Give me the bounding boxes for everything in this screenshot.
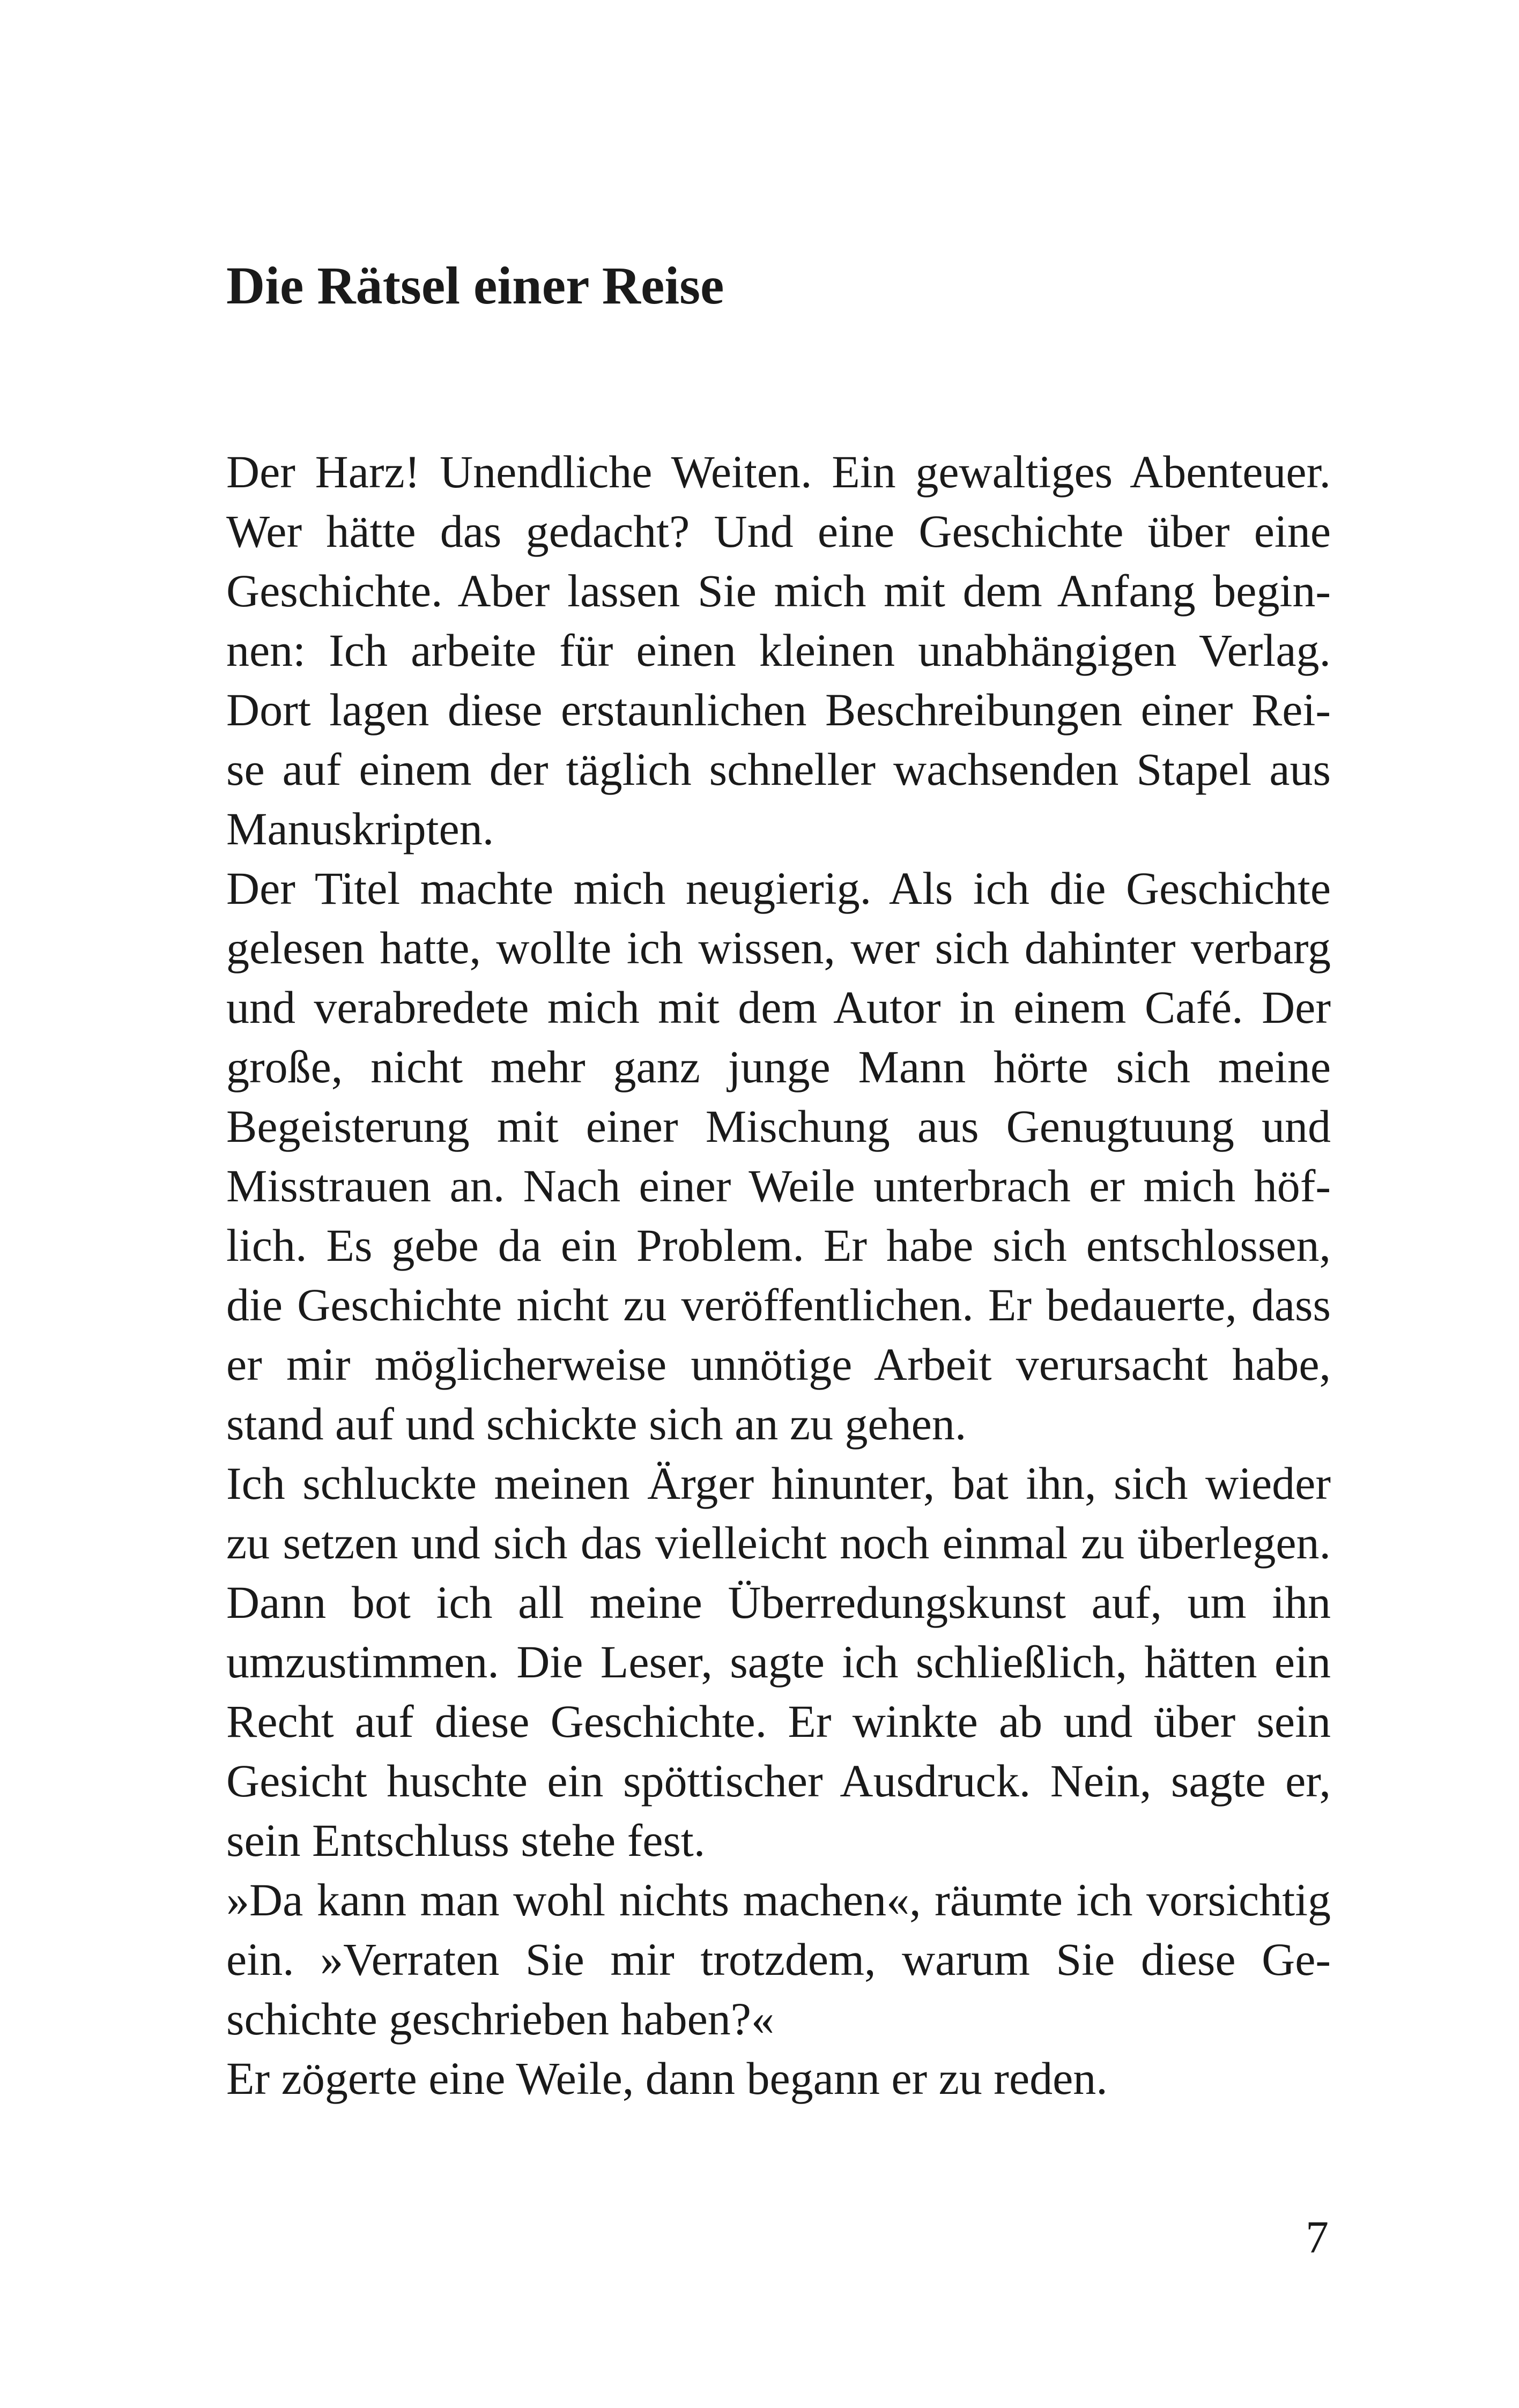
text-line: Er zögerte eine Weile, dann begann er zu reden.	[226, 2053, 1108, 2104]
text-line: nen: Ich arbeite für einen kleinen unabhängigen Verlag.	[226, 625, 1331, 676]
text-line: »Da kann man wohl nichts machen«, räumte ich vorsichtig	[226, 1874, 1331, 1926]
text-line: gelesen hatte, wollte ich wissen, wer sich dahinter verbarg	[226, 922, 1331, 973]
text-line: Begeisterung mit einer Mischung aus Genugtuung und	[226, 1101, 1331, 1152]
text-line: Gesicht huschte ein spöttischer Ausdruck. Nein, sagte er,	[226, 1755, 1331, 1807]
text-line: Misstrauen an. Nach einer Weile unterbrach er mich höf-	[226, 1160, 1331, 1212]
text-line: Der Harz! Unendliche Weiten. Ein gewaltiges Abenteuer.	[226, 446, 1331, 497]
text-line: umzustimmen. Die Leser, sagte ich schließlich, hätten ein	[226, 1636, 1331, 1688]
page-number: 7	[1306, 2211, 1329, 2263]
text-line: er mir möglicherweise unnötige Arbeit verursacht habe,	[226, 1339, 1331, 1390]
text-line: schichte geschrieben haben?«	[226, 1993, 774, 2045]
text-line: lich. Es gebe da ein Problem. Er habe sich entschlossen,	[226, 1220, 1331, 1271]
text-line: die Geschichte nicht zu veröffentlichen. Er bedauerte, dass	[226, 1279, 1331, 1331]
text-line: große, nicht mehr ganz junge Mann hörte sich meine	[226, 1041, 1331, 1092]
text-line: se auf einem der täglich schneller wachsenden Stapel aus	[226, 744, 1331, 795]
text-line: Geschichte. Aber lassen Sie mich mit dem Anfang begin-	[226, 565, 1331, 616]
chapter-title: Die Rätsel einer Reise	[226, 256, 724, 315]
text-line: stand auf und schickte sich an zu gehen.	[226, 1398, 967, 1450]
text-line: und verabredete mich mit dem Autor in einem Café. Der	[226, 982, 1331, 1033]
text-line: sein Entschluss stehe fest.	[226, 1815, 706, 1866]
text-line: Der Titel machte mich neugierig. Als ich die Geschichte	[226, 863, 1331, 914]
text-line: Ich schluckte meinen Ärger hinunter, bat ihn, sich wieder	[226, 1458, 1331, 1509]
text-line: Recht auf diese Geschichte. Er winkte ab und über sein	[226, 1696, 1331, 1747]
text-line: Dann bot ich all meine Überredungskunst auf, um ihn	[226, 1577, 1331, 1628]
text-line: zu setzen und sich das vielleicht noch einmal zu überlegen.	[226, 1517, 1331, 1569]
text-line: ein. »Verraten Sie mir trotzdem, warum Sie diese Ge-	[226, 1934, 1331, 1985]
body-text	[226, 442, 1331, 2108]
text-line: Manuskripten.	[226, 803, 494, 854]
text-line: Dort lagen diese erstaunlichen Beschreibungen einer Rei-	[226, 684, 1331, 735]
text-line: Wer hätte das gedacht? Und eine Geschichte über eine	[226, 506, 1331, 557]
